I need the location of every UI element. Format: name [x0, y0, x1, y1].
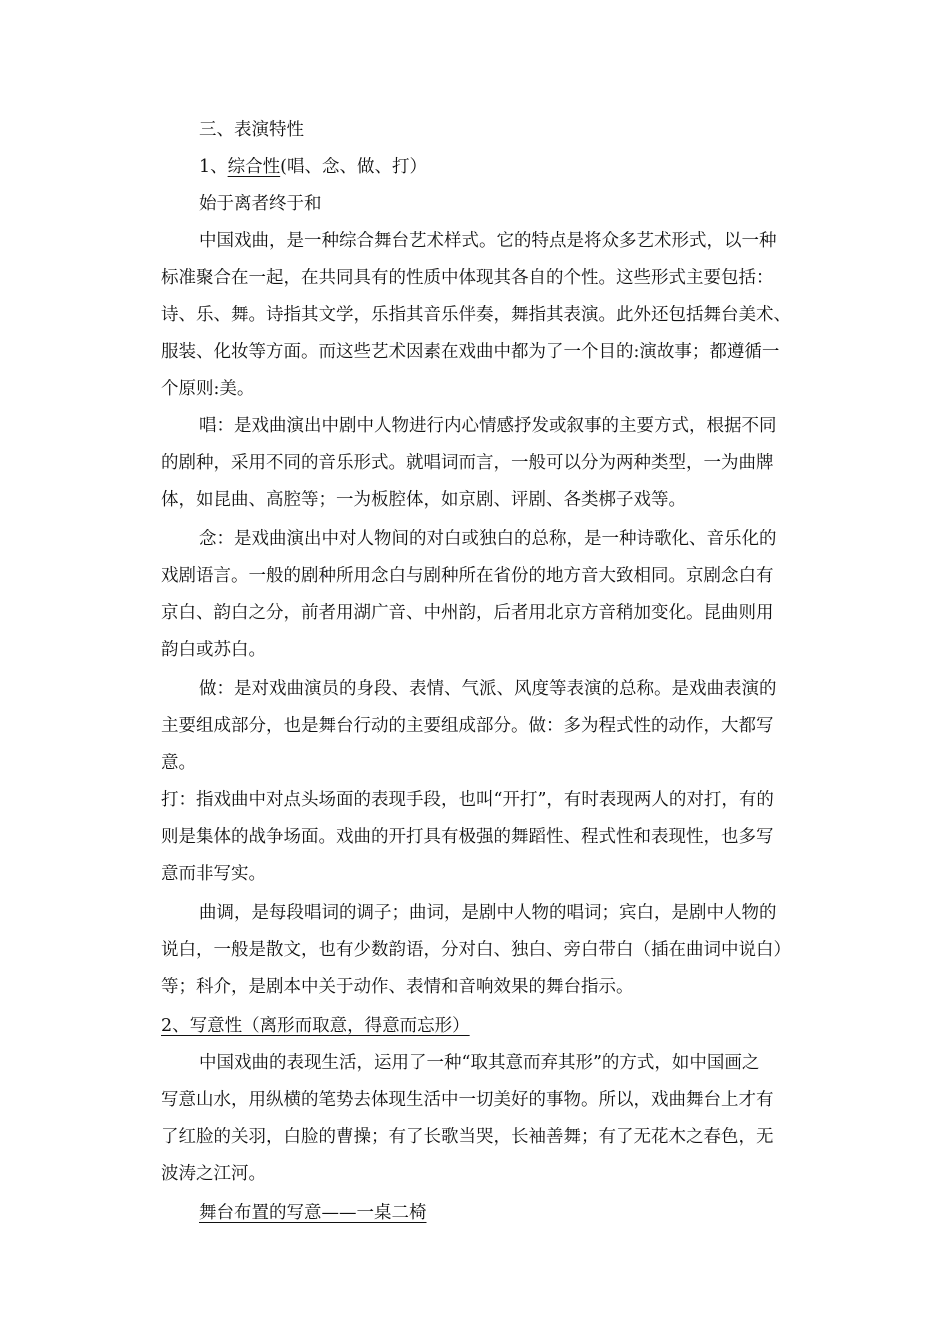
paragraph-line: 的剧种，采用不同的音乐形式。就唱词而言，一般可以分为两种类型，一为曲牌: [161, 453, 774, 473]
paragraph-line: 诗、乐、舞。诗指其文学，乐指其音乐伴奏，舞指其表演。此外还包括舞台美术、: [161, 305, 791, 325]
heading-number: 1、: [199, 157, 228, 177]
paragraph-line: 念：是戏曲演出中对人物间的对白或独白的总称，是一种诗歌化、音乐化的: [199, 529, 777, 549]
paragraph-line: 主要组成部分，也是舞台行动的主要组成部分。做：多为程式性的动作，大都写: [161, 716, 774, 736]
paragraph-line: 意而非写实。: [161, 864, 266, 884]
paragraph-line: 服装、化妆等方面。而这些艺术因素在戏曲中都为了一个目的:演故事；都遵循一: [161, 342, 780, 362]
paragraph-line: 戏剧语言。一般的剧种所用念白与剧种所在省份的地方音大致相同。京剧念白有: [161, 566, 774, 586]
section-heading: 三、表演特性: [199, 120, 304, 140]
heading-comprehensiveness: [199, 159, 427, 177]
paragraph-line: 则是集体的战争场面。戏曲的开打具有极强的舞蹈性、程式性和表现性，也多写: [161, 827, 774, 847]
paragraph-line: 做：是对戏曲演员的身段、表情、气派、风度等表演的总称。是戏曲表演的: [199, 679, 777, 699]
paragraph-line: 韵白或苏白。: [161, 640, 266, 660]
heading-freehand: 2、写意性（离形而取意，得意而忘形）: [161, 1016, 470, 1036]
paragraph-line: 曲调，是每段唱词的调子；曲词，是剧中人物的唱词；宾白，是剧中人物的: [199, 903, 777, 923]
paragraph-line: 体，如昆曲、高腔等；一为板腔体，如京剧、评剧、各类梆子戏等。: [161, 490, 686, 510]
heading-subtitle: (唱、念、做、打）: [280, 157, 427, 177]
paragraph-line: 等；科介，是剧本中关于动作、表情和音响效果的舞台指示。: [161, 977, 634, 997]
heading-title: 综合性: [227, 157, 281, 177]
paragraph-line: 打：指戏曲中对点头场面的表现手段，也叫“开打”，有时表现两人的对打，有的: [161, 790, 774, 810]
paragraph-line: 京白、韵白之分，前者用湖广音、中州韵，后者用北京方音稍加变化。昆曲则用: [161, 603, 774, 623]
paragraph-line: 唱：是戏曲演出中剧中人物进行内心情感抒发或叙事的主要方式，根据不同: [199, 416, 777, 436]
paragraph-line: 意。: [161, 753, 196, 773]
paragraph-line: 说白，一般是散文，也有少数韵语，分对白、独白、旁白带白（插在曲词中说白）: [161, 940, 791, 960]
paragraph-line: 中国戏曲的表现生活，运用了一种“取其意而弃其形”的方式，如中国画之: [199, 1053, 760, 1073]
subheading-stage-setting: 舞台布置的写意——一桌二椅: [199, 1203, 427, 1223]
paragraph-line: 中国戏曲，是一种综合舞台艺术样式。它的特点是将众多艺术形式，以一种: [199, 231, 777, 251]
paragraph-line: 写意山水，用纵横的笔势去体现生活中一切美好的事物。所以，戏曲舞台上才有: [161, 1090, 774, 1110]
paragraph-line: 了红脸的关羽，白脸的曹操；有了长歌当哭，长袖善舞；有了无花木之春色，无: [161, 1127, 774, 1147]
paragraph-line: 波涛之江河。: [161, 1164, 266, 1184]
paragraph-line: 个原则:美。: [161, 379, 255, 399]
motto-line: 始于离者终于和: [199, 194, 322, 214]
paragraph-line: 标准聚合在一起，在共同具有的性质中体现其各自的个性。这些形式主要包括：: [161, 268, 774, 288]
